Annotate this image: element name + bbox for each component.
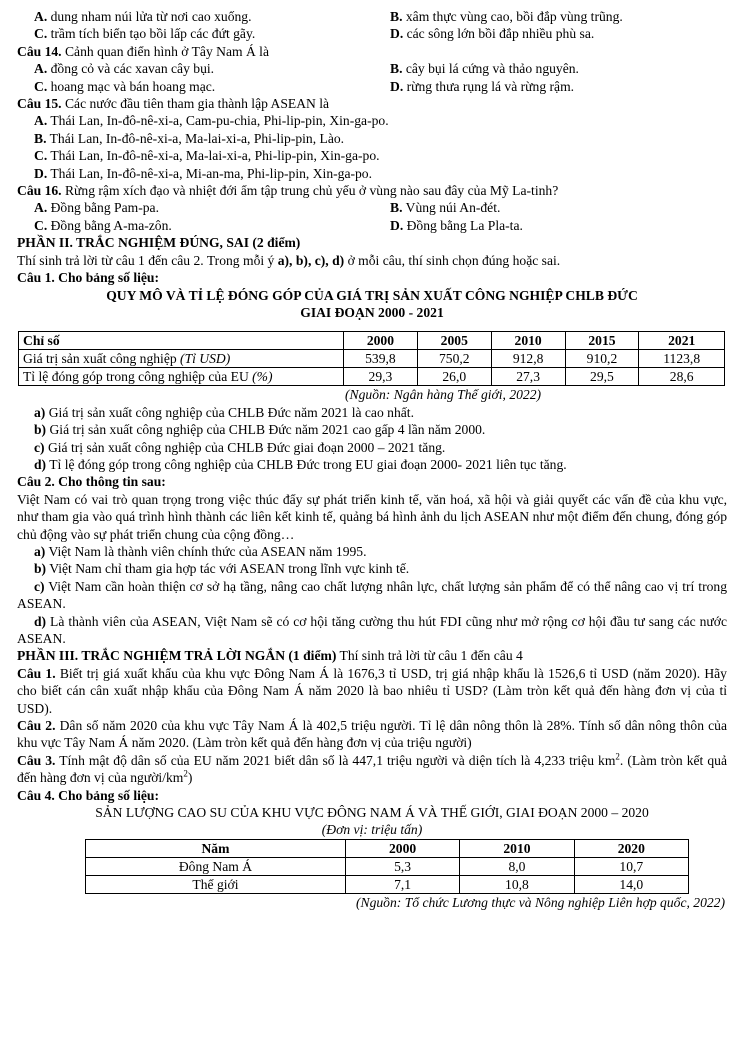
statement: d) Là thành viên của ASEAN, Việt Nam sẽ có cơ hội tăng cường thu hút FDI cũng như mở rộng cơ hội đầu tư sang các nước ASEAN. bbox=[17, 613, 727, 646]
table-header-row bbox=[19, 332, 725, 350]
option-b: B. cây bụi lá cứng và thảo nguyên. bbox=[390, 61, 579, 77]
table-header-row bbox=[86, 839, 689, 857]
table-cell: 10,7 bbox=[574, 857, 688, 875]
header-indicator: Chỉ số bbox=[19, 332, 344, 350]
question-text: Cảnh quan điển hình ở Tây Nam Á là bbox=[61, 43, 269, 59]
rubber-table bbox=[85, 839, 689, 894]
statement: a) Giá trị sản xuất công nghiệp của CHLB Đức năm 2021 là cao nhất. bbox=[34, 404, 414, 420]
part-2 bbox=[17, 234, 727, 647]
option-a: A. đồng cỏ và các xavan cây bụi. bbox=[34, 61, 215, 77]
section-heading: PHẦN III. TRẮC NGHIỆM TRẢ LỜI NGẮN (1 điểm) Thí sinh trả lời từ câu 1 đến câu 4 bbox=[17, 648, 523, 664]
option-a: A. Thái Lan, In-đô-nê-xi-a, Cam-pu-chia, Phi-lip-pin, Xin-ga-po. bbox=[34, 113, 389, 129]
section-heading: PHẦN II. TRẮC NGHIỆM ĐÚNG, SAI (2 điểm) bbox=[17, 235, 301, 251]
question-label: Câu 4. Cho bảng số liệu: bbox=[17, 787, 160, 803]
header-cell: 2000 bbox=[345, 839, 459, 857]
statement: d) Tỉ lệ đóng góp trong công nghiệp của CHLB Đức trong EU giai đoạn 2000- 2021 liên tục tăng. bbox=[34, 456, 567, 472]
question-15 bbox=[17, 95, 727, 182]
table-cell: 910,2 bbox=[565, 350, 639, 368]
header-year: 2005 bbox=[417, 332, 491, 350]
option-d: D. các sông lớn bồi đắp nhiều phù sa. bbox=[390, 26, 595, 42]
table-row bbox=[19, 368, 725, 386]
option-c: C. Thái Lan, In-đô-nê-xi-a, Ma-lai-xi-a, Phi-lip-pin, Xin-ga-po. bbox=[34, 148, 380, 164]
header-cell: 2020 bbox=[574, 839, 688, 857]
header-cell: Năm bbox=[86, 839, 346, 857]
table-cell: 8,0 bbox=[460, 857, 574, 875]
row-label: Tỉ lệ đóng góp trong công nghiệp của EU (%) bbox=[19, 368, 344, 386]
question-2: Câu 2. Dân số năm 2020 của khu vực Tây Nam Á là 402,5 triệu người. Tỉ lệ dân nông thôn là 28%. Tính số dân nông thôn của khu vực Tây Nam Á năm 2020. (Làm tròn kết quả đến hàng đơn vị của triệu người) bbox=[17, 718, 727, 751]
row-label: Giá trị sản xuất công nghiệp (Tỉ USD) bbox=[19, 350, 344, 368]
table-title: SẢN LƯỢNG CAO SU CỦA KHU VỰC ĐÔNG NAM Á VÀ THẾ GIỚI, GIAI ĐOẠN 2000 – 2020 bbox=[95, 805, 649, 821]
table-source: (Nguồn: Ngân hàng Thế giới, 2022) bbox=[345, 387, 542, 403]
row-label: Thế giới bbox=[86, 875, 346, 893]
table-cell: 26,0 bbox=[417, 368, 491, 386]
option-c: C. trầm tích biển tạo bồi lấp các đứt gãy. bbox=[34, 26, 256, 42]
option-a: A. dung nham núi lửa từ nơi cao xuống. bbox=[34, 9, 252, 24]
question-text: Các nước đầu tiên tham gia thành lập ASEAN là bbox=[61, 96, 330, 112]
option-d: D. Đồng bằng La Pla-ta. bbox=[390, 217, 523, 233]
statement-list bbox=[17, 404, 727, 474]
table-cell: 27,3 bbox=[491, 368, 565, 386]
header-year: 2010 bbox=[491, 332, 565, 350]
statement: c) Việt Nam cần hoàn thiện cơ sở hạ tầng, nâng cao chất lượng nhân lực, chất lượng sản phẩm để có thể nâng cao vị trí trong ASEAN. bbox=[17, 578, 727, 612]
statement: b) Việt Nam chỉ tham gia hợp tác với ASEAN trong lĩnh vực kinh tế. bbox=[34, 561, 410, 577]
header-year: 2000 bbox=[344, 332, 418, 350]
question-16 bbox=[17, 182, 727, 234]
option-row bbox=[17, 25, 727, 42]
option-b: B. Vùng núi An-đét. bbox=[390, 200, 501, 216]
option-b: B. xâm thực vùng cao, bồi đắp vùng trũng. bbox=[390, 9, 623, 24]
question-1: Câu 1. Biết trị giá xuất khẩu của khu vực Đông Nam Á là 1676,3 tỉ USD, trị giá nhập khẩu là 1526,6 tỉ USD (năm 2020). Hãy cho biết cán cân xuất nhập khẩu của Đông Nam Á năm 2020 là bao nhiêu tỉ USD? (Làm tròn kết quả đến hàng đơn vị của tỉ USD). bbox=[17, 665, 727, 716]
option-d: D. Thái Lan, In-đô-nê-xi-a, Mi-an-ma, Phi-lip-pin, Xin-ga-po. bbox=[34, 165, 372, 181]
table-cell: 1123,8 bbox=[639, 350, 725, 368]
table-cell: 5,3 bbox=[345, 857, 459, 875]
table-cell: 539,8 bbox=[344, 350, 418, 368]
part-3 bbox=[17, 647, 727, 911]
table-cell: 28,6 bbox=[639, 368, 725, 386]
table-cell: 10,8 bbox=[460, 875, 574, 893]
question-label: Câu 15. bbox=[17, 96, 62, 112]
question-label: Câu 14. bbox=[17, 43, 62, 59]
table-cell: 7,1 bbox=[345, 875, 459, 893]
table-source: (Nguồn: Tổ chức Lương thực và Nông nghiệp Liên hợp quốc, 2022) bbox=[355, 894, 725, 910]
option-row bbox=[17, 8, 727, 25]
header-year: 2021 bbox=[639, 332, 725, 350]
option-a: A. Đồng bằng Pam-pa. bbox=[34, 200, 159, 216]
header-cell: 2010 bbox=[460, 839, 574, 857]
statement: b) Giá trị sản xuất công nghiệp của CHLB Đức năm 2021 cao gấp 4 lần năm 2000. bbox=[34, 422, 486, 438]
top-options bbox=[17, 8, 727, 43]
table-cell: 29,3 bbox=[344, 368, 418, 386]
table-title: QUY MÔ VÀ TỈ LỆ ĐÓNG GÓP CỦA GIÁ TRỊ SẢN XUẤT CÔNG NGHIỆP CHLB ĐỨC bbox=[106, 287, 638, 303]
question-text: Rừng rậm xích đạo và nhiệt đới ẩm tập trung chủ yếu ở vùng nào sau đây của Mỹ La-tinh? bbox=[61, 183, 559, 199]
statement: c) Giá trị sản xuất công nghiệp của CHLB Đức giai đoạn 2000 – 2021 tăng. bbox=[34, 439, 446, 455]
question-label: Câu 16. bbox=[17, 183, 62, 199]
question-label: Câu 2. Cho thông tin sau: bbox=[17, 474, 166, 490]
question-3: Câu 3. Tính mật độ dân số của EU năm 2021 biết dân số là 447,1 triệu người và diện tích là 4,233 triệu $km^2$. (Làm tròn kết quả đến hàng đơn vị của người/$km^2$) bbox=[17, 751, 727, 786]
industry-table bbox=[18, 331, 725, 386]
table-row bbox=[86, 857, 689, 875]
option-d: D. rừng thưa rụng lá và rừng rậm. bbox=[390, 78, 575, 94]
statement-list bbox=[17, 543, 727, 647]
table-row bbox=[86, 875, 689, 893]
question-label: Câu 1. Cho bảng số liệu: bbox=[17, 270, 160, 286]
question-14 bbox=[17, 43, 727, 95]
option-b: B. Thái Lan, In-đô-nê-xi-a, Ma-lai-xi-a, Phi-lip-pin, Lào. bbox=[34, 130, 345, 146]
info-paragraph: Việt Nam có vai trò quan trọng trong việc thúc đẩy sự phát triển kinh tế, văn hoá, xã hội và giải quyết các vấn đề của khu vực, như tham gia vào quá trình hình thành các liên kết kinh tế, quảng bá hình ảnh du lịch ASEAN như một điểm đến chung, đóng góp chủ động vào sự phát triển chung của cộng đồng… bbox=[17, 491, 727, 542]
table-unit: (Đơn vị: triệu tấn) bbox=[321, 822, 423, 838]
option-c: C. hoang mạc và bán hoang mạc. bbox=[34, 78, 216, 94]
table-row bbox=[19, 350, 725, 368]
section-instruction: Thí sinh trả lời từ câu 1 đến câu 2. Trong mỗi ý a), b), c), d) ở mỗi câu, thí sinh chọn đúng hoặc sai. bbox=[17, 252, 561, 268]
option-c: C. Đồng bằng A-ma-zôn. bbox=[34, 217, 172, 233]
table-cell: 29,5 bbox=[565, 368, 639, 386]
header-year: 2015 bbox=[565, 332, 639, 350]
table-title-period: GIAI ĐOẠN 2000 - 2021 bbox=[300, 304, 444, 320]
table-cell: 750,2 bbox=[417, 350, 491, 368]
table-cell: 14,0 bbox=[574, 875, 688, 893]
statement: a) Việt Nam là thành viên chính thức của ASEAN năm 1995. bbox=[34, 543, 367, 559]
row-label: Đông Nam Á bbox=[86, 857, 346, 875]
table-cell: 912,8 bbox=[491, 350, 565, 368]
